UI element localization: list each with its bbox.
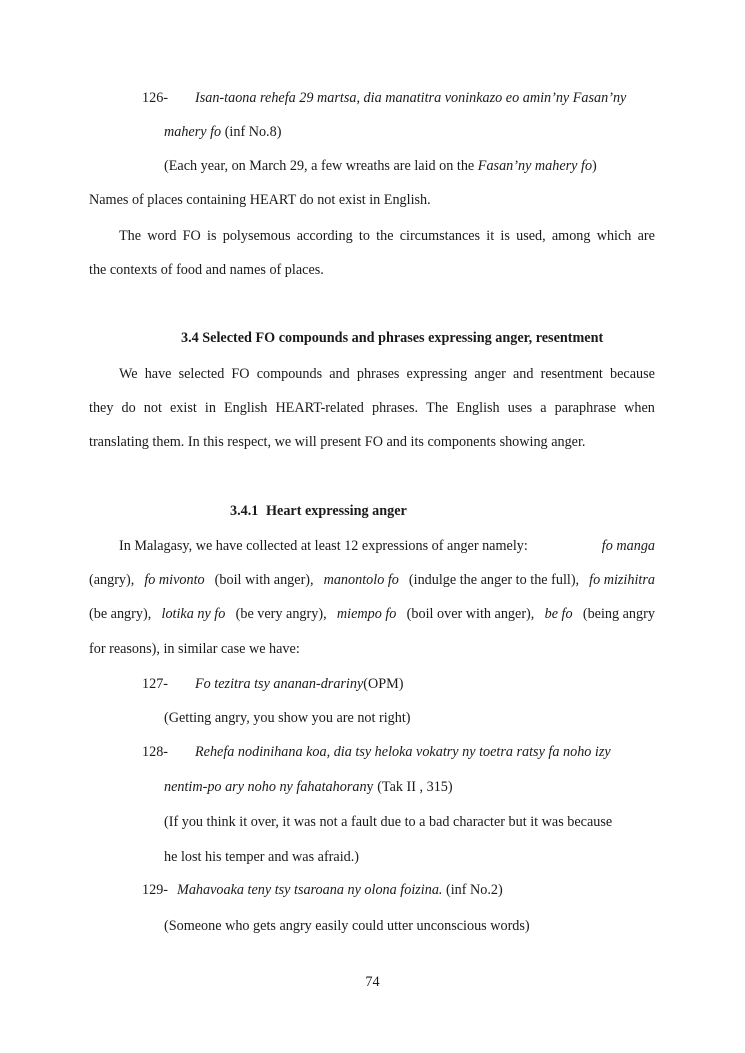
body-text: for reasons), in similar case we have: [89,641,300,657]
example-number: 128- [142,744,169,760]
body-text: the contexts of food and names of places. [89,262,324,278]
body-text-justified: We have selected FO compounds and phrases expressing anger and resentment because [119,366,655,382]
example-number: 129- [142,882,169,898]
section-heading: 3.4 Selected FO compounds and phrases expressing anger, resentment [181,330,604,346]
body-text-justified: The word FO is polysemous according to the circumstances it is used, among which are [119,228,655,244]
subsection-heading: Heart expressing anger [266,503,407,519]
example-malagasy-line: mahery fo (inf No.8) [164,124,282,140]
example-malagasy-line: Rehefa nodinihana koa, dia tsy heloka vokatry ny toetra ratsy fa noho izy [195,744,611,760]
page-number: 74 [365,974,380,990]
example-malagasy-line: Fo tezitra tsy ananan-drariny(OPM) [195,676,404,692]
example-translation: (Getting angry, you show you are not right) [164,710,411,726]
example-malagasy-line: nentim-po ary noho ny fahatahorany (Tak II , 315) [164,779,453,795]
body-text-justified: they do not exist in English HEART-related phrases. The English uses a paraphrase when [89,400,655,416]
body-text-justified: In Malagasy, we have collected at least 12 expressions of anger namely: fo manga [119,538,655,554]
example-malagasy-line: Isan-taona rehefa 29 martsa, dia manatitra voninkazo eo amin’ny Fasan’ny [195,90,627,106]
example-malagasy-line: Mahavoaka teny tsy tsaroana ny olona foizina. (inf No.2) [177,882,503,898]
example-translation: (Someone who gets angry easily could utter unconscious words) [164,918,530,934]
example-translation: he lost his temper and was afraid.) [164,849,360,865]
body-text-justified: (angry), fo mivonto (boil with anger), manontolo fo (indulge the anger to the full), fo mizihitra [89,572,655,588]
body-text-justified: (be angry), lotika ny fo (be very angry), miempo fo (boil over with anger), be fo (being angry [89,606,655,622]
subsection-number: 3.4.1 [230,503,259,519]
body-text: Names of places containing HEART do not exist in English. [89,192,431,208]
example-number: 126- [142,90,169,106]
body-text: translating them. In this respect, we will present FO and its components showing anger. [89,434,586,450]
example-translation: (Each year, on March 29, a few wreaths are laid on the Fasan’ny mahery fo) [164,158,597,174]
example-translation: (If you think it over, it was not a fault due to a bad character but it was because [164,814,613,830]
example-number: 127- [142,676,169,692]
